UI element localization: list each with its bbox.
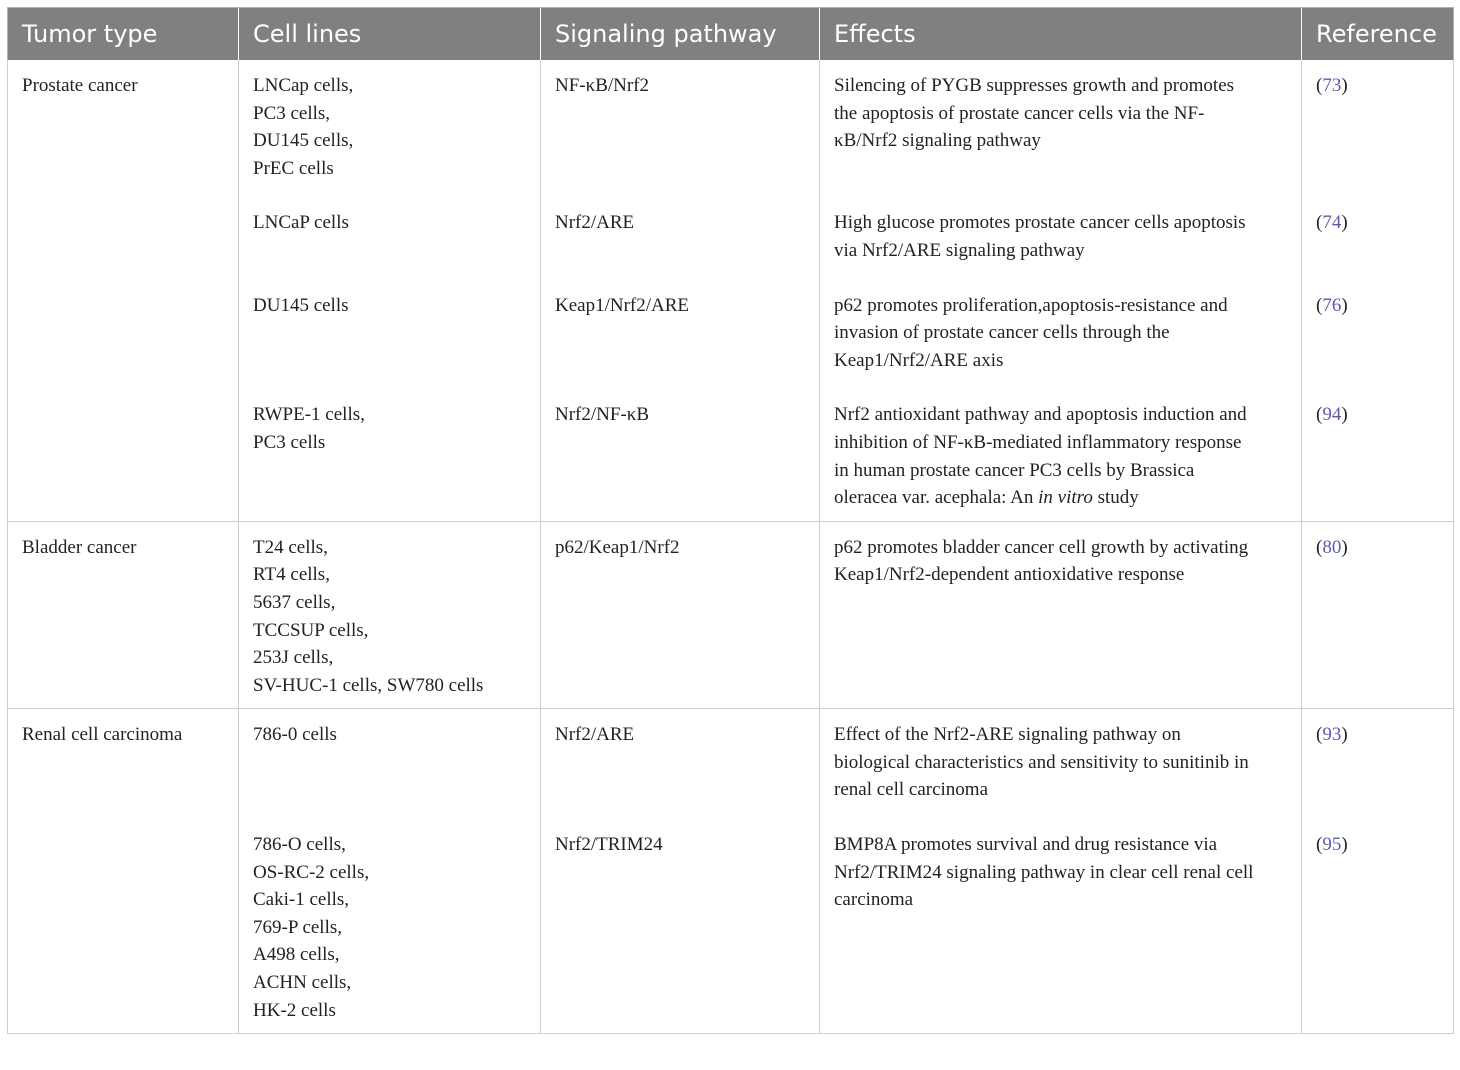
cell-line-item: HK-2 cells [253,999,336,1021]
reference-link[interactable]: 93 [1322,724,1342,746]
tumor-type-cell: Bladder cancer [8,521,239,709]
effects-italic-text: in vitro [1038,487,1093,509]
cell-line-item: OS-RC-2 cells, [253,861,370,883]
reference-cell: (94) [1302,374,1454,521]
effects-cell [820,804,1302,1034]
reference-cell: (76) [1302,265,1454,375]
cell-line-item: PrEC cells [253,157,334,179]
reference-cell: (93) [1302,709,1454,804]
reference-link[interactable]: 74 [1322,212,1342,234]
effects-text: Silencing of PYGB suppresses growth and promotes the apoptosis of prostate cancer cells via the NF-κB/Nrf2 signaling pathway [834,75,1235,152]
cell-lines-cell [239,804,541,1034]
cell-line-item: RWPE-1 cells, [253,404,365,426]
signaling-pathway-cell: Nrf2/NF-κB [541,374,820,521]
cell-lines-cell [239,374,541,521]
reference-cell: (73) [1302,60,1454,182]
column-header-reference: Reference [1302,8,1454,61]
column-header-cell-lines: Cell lines [239,8,541,61]
cell-line-item: PC3 cells [253,431,326,453]
cell-line-item: TCCSUP cells, [253,619,369,641]
cell-line-item: PC3 cells, [253,102,331,124]
cell-lines-cell [239,709,541,804]
reference-cell: (74) [1302,182,1454,264]
column-header-tumor-type: Tumor type [8,8,239,61]
effects-text: Effect of the Nrf2-ARE signaling pathway on biological characteristics and sensitivity to sunitinib in renal cell carcinoma [834,724,1249,801]
cell-line-item: 253J cells, [253,647,334,669]
effects-cell [820,182,1302,264]
header-row [8,8,1454,61]
effects-cell [820,374,1302,521]
table-row [8,709,1454,804]
signaling-pathway-cell: Nrf2/ARE [541,182,820,264]
cell-lines-cell [239,521,541,709]
effects-cell [820,709,1302,804]
effects-text: p62 promotes bladder cancer cell growth by activating Keap1/Nrf2-dependent antioxidative response [834,536,1249,586]
effects-text: Nrf2 antioxidant pathway and apoptosis induction and inhibition of NF-κB-mediated inflammatory response in human prostate cancer PC3 cells by Brassica oleracea var. acephala: An [834,404,1247,509]
reference-link[interactable]: 94 [1322,404,1342,426]
data-table [7,7,1454,1034]
cell-line-item: RT4 cells, [253,564,330,586]
table-row [8,60,1454,182]
tumor-type-cell: Renal cell carcinoma [8,709,239,1034]
reference-cell: (95) [1302,804,1454,1034]
cell-line-item: SV-HUC-1 cells, SW780 cells [253,674,484,696]
effects-text: p62 promotes proliferation,apoptosis-resistance and invasion of prostate cancer cells through the Keap1/Nrf2/ARE axis [834,294,1228,371]
column-header-signaling-pathway: Signaling pathway [541,8,820,61]
effects-text: High glucose promotes prostate cancer cells apoptosis via Nrf2/ARE signaling pathway [834,212,1246,261]
reference-link[interactable]: 73 [1322,75,1342,96]
cell-line-item: T24 cells, [253,536,328,558]
cell-line-item: 786-0 cells [253,724,337,746]
cell-line-item: 5637 cells, [253,591,336,613]
cell-line-item: 769-P cells, [253,916,343,938]
reference-link[interactable]: 80 [1322,536,1342,558]
effects-tail-text: study [1097,487,1139,509]
tumor-type-cell: Prostate cancer [8,60,239,521]
reference-link[interactable]: 76 [1322,294,1342,316]
cell-lines-cell [239,60,541,182]
cell-line-item: ACHN cells, [253,972,352,994]
signaling-pathway-cell: p62/Keap1/Nrf2 [541,521,820,709]
cell-line-item: DU145 cells, [253,130,354,152]
cell-line-item: LNCaP cells [253,212,349,234]
column-header-effects: Effects [820,8,1302,61]
reference-cell: (80) [1302,521,1454,709]
signaling-pathway-cell: Nrf2/TRIM24 [541,804,820,1034]
cell-line-item: A498 cells, [253,944,340,966]
effects-cell [820,265,1302,375]
signaling-pathway-cell: Nrf2/ARE [541,709,820,804]
reference-link[interactable]: 95 [1322,834,1342,856]
effects-cell [820,60,1302,182]
table-body [8,60,1454,1034]
cell-lines-cell [239,182,541,264]
signaling-pathway-cell: Keap1/Nrf2/ARE [541,265,820,375]
cell-line-item: 786-O cells, [253,834,346,856]
cell-line-item: DU145 cells [253,294,349,316]
cell-line-item: LNCap cells, [253,75,354,96]
effects-text: BMP8A promotes survival and drug resistance via Nrf2/TRIM24 signaling pathway in clear cell renal cell carcinoma [834,834,1254,911]
cell-line-item: Caki-1 cells, [253,889,350,911]
table-row [8,521,1454,709]
cell-lines-cell [239,265,541,375]
effects-cell [820,521,1302,709]
signaling-pathway-cell: NF-κB/Nrf2 [541,60,820,182]
